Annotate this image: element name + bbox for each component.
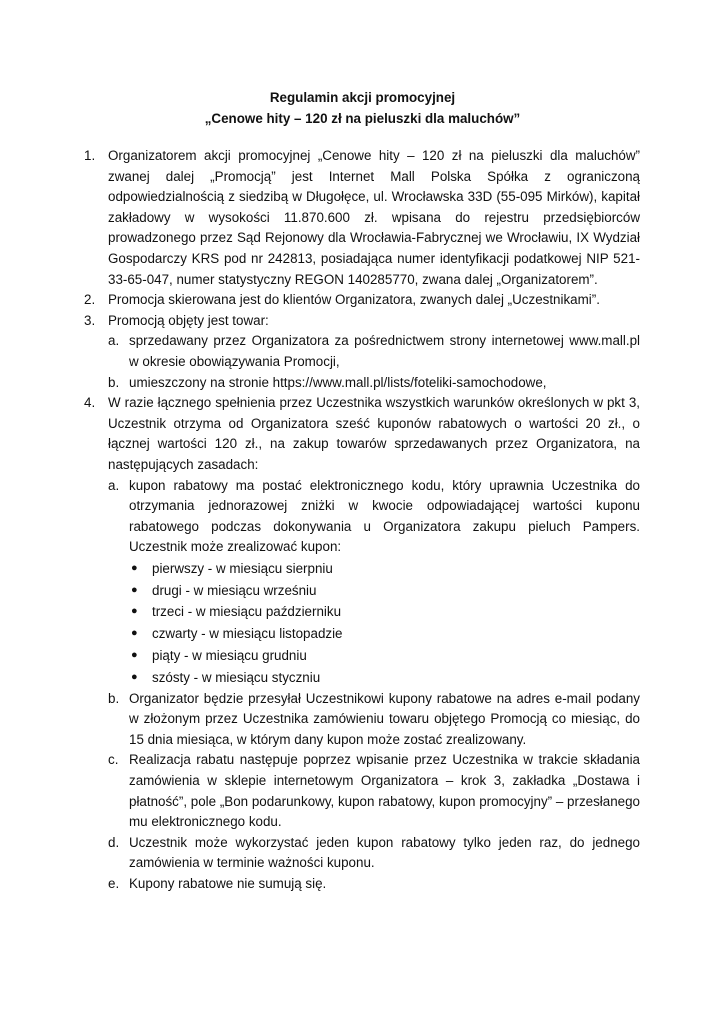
list-item-text: Promocją objęty jest towar: <box>108 312 269 328</box>
sub-item-c <box>108 750 640 832</box>
sub-list <box>108 331 640 393</box>
bullet-icon: ● <box>131 627 138 640</box>
bullet-icon: ● <box>131 670 138 683</box>
sub-marker: a. <box>108 477 120 493</box>
list-item-text: Organizatorem akcji promocyjnej „Cenowe hity – 120 zł na pieluszki dla maluchów” zwanej dalej „Promocją” jest Internet Mall Polska Spółka z ograniczoną odpowiedzialnością z siedzibą w Długołęce, ul. Wrocławska 33D (55-095 Mirków), kapitał zakładowy w wysokości 11.870.600 zł. wpisana do rejestru przedsiębiorców prowadzonego przez Sąd Rejonowy dla Wrocławia-Fabrycznej we Wrocławiu, IX Wydział Gospodarczy KRS pod nr 242813, posiadająca numer identyfikacji podatkowej NIP 521-33-65-047, numer statystyczny REGON 140285770, zwana dalej „Organizatorem”. <box>108 148 640 287</box>
bullet-text: czwarty - w miesiącu listopadzie <box>152 626 343 642</box>
bullet-text: piąty - w miesiącu grudniu <box>152 648 307 664</box>
sub-item-b <box>108 373 640 394</box>
sub-marker: a. <box>108 333 120 349</box>
bullet-text: szósty - w miesiącu styczniu <box>152 669 321 685</box>
sub-marker: b. <box>108 690 120 706</box>
sub-item-text: umieszczony na stronie https://www.mall.pl/lists/foteliki-samochodowe, <box>129 374 547 390</box>
sub-item-text: Organizator będzie przesyłał Uczestnikowi kupony rabatowe na adres e-mail podany w złożonym przez Uczestnika zamówieniu towaru objętego Promocją co miesiąc, do 15 dnia miesiąca, w którym dany kupon może zostać zrealizowany. <box>129 690 640 747</box>
sub-marker: e. <box>108 876 120 891</box>
sub-item-text: sprzedawany przez Organizatora za pośrednictwem strony internetowej www.mall.pl w okresie obowiązywania Promocji, <box>129 333 640 369</box>
sub-marker: c. <box>108 752 119 768</box>
bullet-item <box>129 580 640 602</box>
bullet-icon: ● <box>131 649 138 662</box>
bullet-icon: ● <box>131 583 138 596</box>
sub-item-text: Uczestnik może wykorzystać jeden kupon rabatowy tylko jeden raz, do jednego zamówienia w terminie ważności kuponu. <box>129 834 640 871</box>
list-item-3 <box>84 311 640 393</box>
list-marker: 3. <box>84 312 96 328</box>
list-marker: 2. <box>84 292 96 308</box>
bullet-item <box>129 645 640 667</box>
document-subtitle: „Cenowe hity – 120 zł na pieluszki dla maluchów” <box>204 111 521 126</box>
sub-item-b <box>108 689 640 751</box>
sub-marker: b. <box>108 374 120 390</box>
list-item-text: Promocja skierowana jest do klientów Organizatora, zwanych dalej „Uczestnikami”. <box>108 292 600 308</box>
coupon-schedule-list <box>129 558 640 689</box>
list-item-2 <box>84 290 640 311</box>
bullet-item <box>129 667 640 689</box>
regulations-list <box>84 146 640 895</box>
sub-list <box>108 476 640 895</box>
sub-item-text: Kupony rabatowe nie sumują się. <box>129 876 327 891</box>
sub-item-a <box>108 331 640 372</box>
list-item-1 <box>84 146 640 290</box>
list-item-4 <box>84 393 640 894</box>
sub-item-e <box>108 874 640 895</box>
bullet-icon: ● <box>131 605 138 618</box>
sub-item-a <box>108 476 640 689</box>
list-marker: 4. <box>84 395 96 411</box>
bullet-item <box>129 558 640 580</box>
list-marker: 1. <box>84 148 96 163</box>
document-title: Regulamin akcji promocyjnej <box>269 90 456 105</box>
bullet-text: pierwszy - w miesiącu sierpniu <box>152 560 333 576</box>
sub-item-text: Realizacja rabatu następuje poprzez wpisanie przez Uczestnika w trakcie składania zamówienia w sklepie internetowym Organizatora – krok 3, zakładka „Dostawa i płatność”, pole „Bon podarunkowy, kupon rabatowy, kupon promocyjny” – przesłanego mu elektronicznego kodu. <box>129 752 640 830</box>
sub-marker: d. <box>108 834 120 850</box>
bullet-item <box>129 623 640 645</box>
sub-item-text: kupon rabatowy ma postać elektronicznego kodu, który uprawnia Uczestnika do otrzymania jednorazowej zniżki w kwocie odpowiadającej wartości kuponu rabatowego podczas dokonywania u Organizatora zakupu pieluch Pampers. Uczestnik może zrealizować kupon: <box>129 477 640 555</box>
sub-item-d <box>108 833 640 874</box>
list-item-text: W razie łącznego spełnienia przez Uczestnika wszystkich warunków określonych w pkt 3, Uczestnik otrzyma od Organizatora sześć kuponów rabatowych o wartości 20 zł., o łącznej wartości 120 zł., na zakup towarów sprzedawanych przez Organizatora, na następujących zasadach: <box>108 395 640 472</box>
bullet-icon: ● <box>131 561 138 574</box>
bullet-text: trzeci - w miesiącu październiku <box>152 604 342 620</box>
bullet-item <box>129 601 640 623</box>
bullet-text: drugi - w miesiącu wrześniu <box>152 582 317 598</box>
